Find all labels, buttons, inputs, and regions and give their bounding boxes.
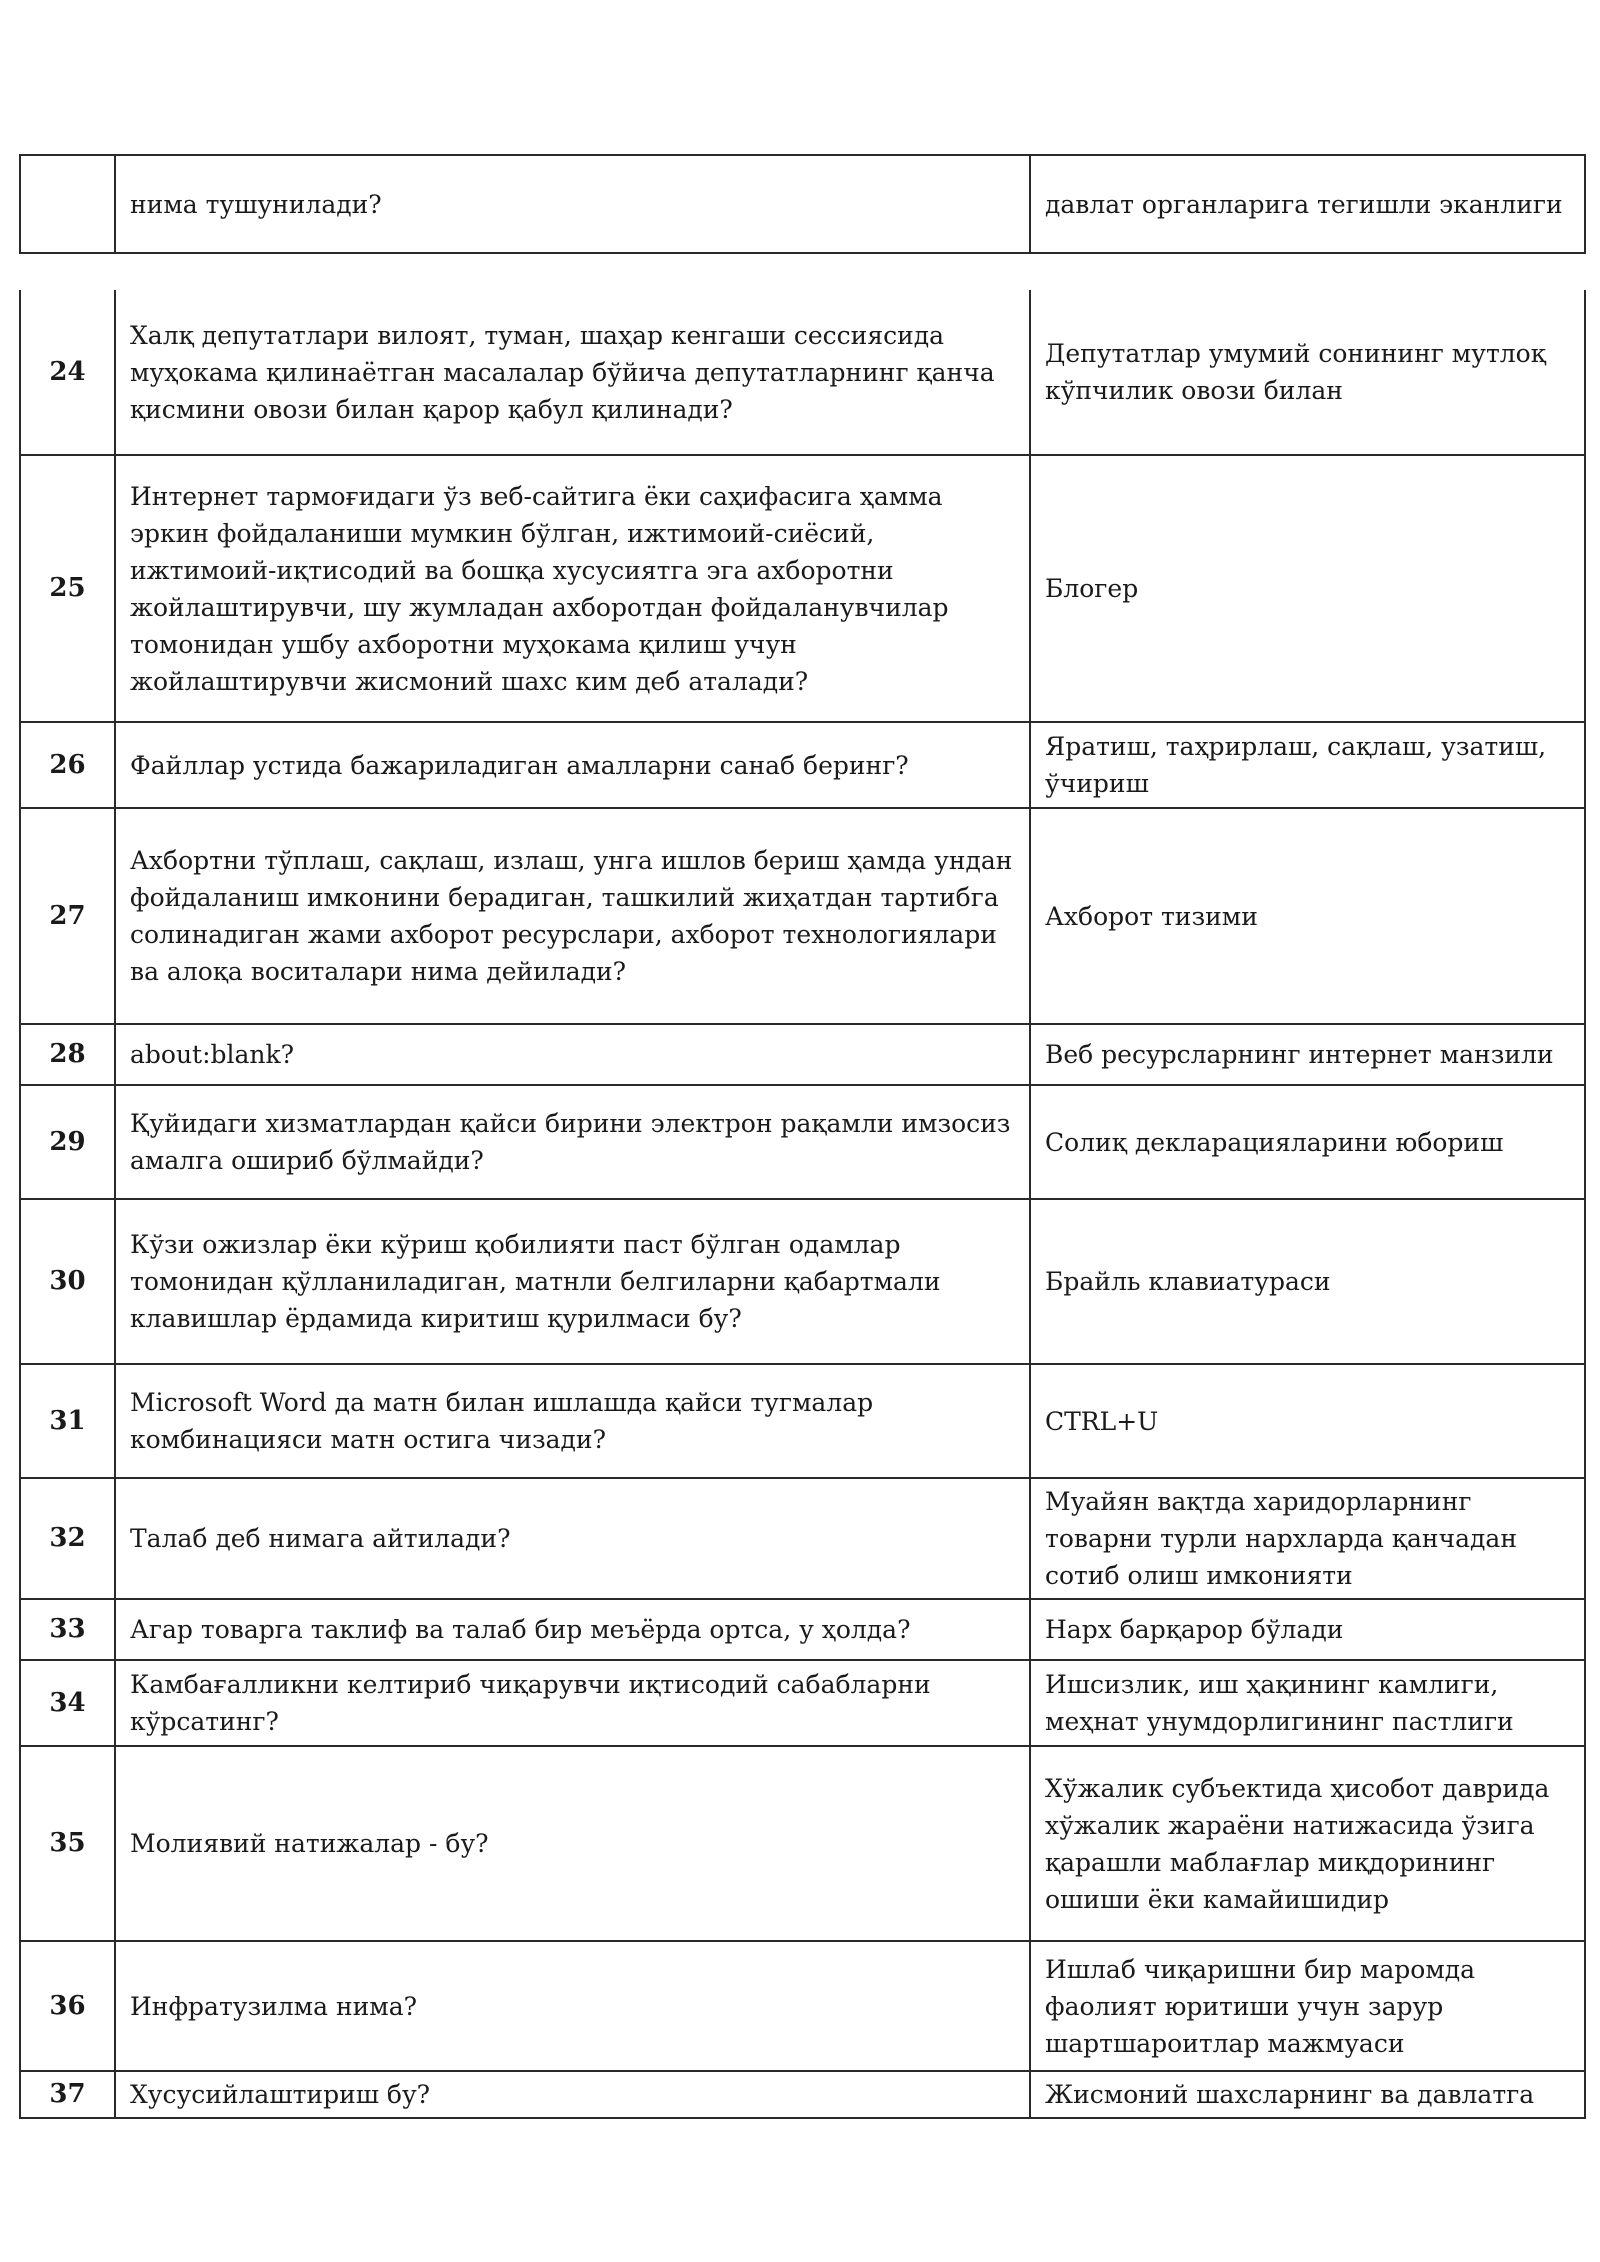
table-row: [20, 722, 1585, 808]
answer-cell: Жисмоний шахсларнинг ва давлатга: [1030, 2071, 1585, 2118]
row-number: 37: [20, 2071, 115, 2118]
row-number: 29: [20, 1085, 115, 1199]
question-cell: Халқ депутатлари вилоят, туман, шаҳар кенгаши сессиясида муҳокама қилинаётган масалалар бўйича депутатларнинг қанча қисмини овози билан қарор қабул қилинади?: [115, 290, 1030, 455]
question-cell: Агар товарга таклиф ва талаб бир меъёрда ортса, у ҳолда?: [115, 1599, 1030, 1660]
table-row: [20, 1024, 1585, 1085]
answer-cell: Нарх барқарор бўлади: [1030, 1599, 1585, 1660]
table-row: [20, 1478, 1585, 1599]
answer-cell: Веб ресурсларнинг интернет манзили: [1030, 1024, 1585, 1085]
question-cell: Кўзи ожизлар ёки кўриш қобилияти паст бўлган одамлар томонидан қўлланиладиган, матнли белгиларни қабартмали клавишлар ёрдамида киритиш қурилмаси бу?: [115, 1199, 1030, 1364]
row-number: 34: [20, 1660, 115, 1746]
question-cell: Инфратузилма нима?: [115, 1941, 1030, 2071]
row-number: 32: [20, 1478, 115, 1599]
answer-cell: Ахборот тизими: [1030, 808, 1585, 1024]
question-cell: Хусусийлаштириш бу?: [115, 2071, 1030, 2118]
answer-cell: Солиқ декларацияларини юбориш: [1030, 1085, 1585, 1199]
row-number: 24: [20, 290, 115, 455]
question-cell: Интернет тармоғидаги ўз веб-сайтига ёки саҳифасига ҳамма эркин фойдаланиши мумкин бўлган, ижтимоий-сиёсий, ижтимоий-иқтисодий ва бошқа хусусиятга эга ахборотни жойлаштирувчи, шу жумладан ахборотдан фойдаланувчилар томонидан ушбу ахборотни муҳокама қилиш учун жойлаштирувчи жисмоний шахс ким деб аталади?: [115, 455, 1030, 722]
row-number: 35: [20, 1746, 115, 1941]
table-row: [20, 1941, 1585, 2071]
question-cell: Файллар устида бажариладиган амалларни санаб беринг?: [115, 722, 1030, 808]
question-cell: нима тушунилади?: [115, 155, 1030, 253]
row-number: 27: [20, 808, 115, 1024]
answer-cell: давлат органларига тегишли эканлиги: [1030, 155, 1585, 253]
table-row: [20, 155, 1585, 253]
table-row: [20, 455, 1585, 722]
question-cell: Талаб деб нимага айтилади?: [115, 1478, 1030, 1599]
answer-cell: Блогер: [1030, 455, 1585, 722]
questions-table: [19, 290, 1586, 2119]
row-number: 33: [20, 1599, 115, 1660]
row-number: 31: [20, 1364, 115, 1478]
row-number: 28: [20, 1024, 115, 1085]
table-row: [20, 1085, 1585, 1199]
answer-cell: Ишлаб чиқаришни бир маромда фаолият юритиши учун зарур шартшароитлар мажмуаси: [1030, 1941, 1585, 2071]
table-row: [20, 1746, 1585, 1941]
question-cell: Қуйидаги хизматлардан қайси бирини электрон рақамли имзосиз амалга ошириб бўлмайди?: [115, 1085, 1030, 1199]
question-cell: Камбағалликни келтириб чиқарувчи иқтисодий сабабларни кўрсатинг?: [115, 1660, 1030, 1746]
question-cell: about:blank?: [115, 1024, 1030, 1085]
question-cell: Ахбортни тўплаш, сақлаш, излаш, унга ишлов бериш ҳамда ундан фойдаланиш имконини берадиган, ташкилий жиҳатдан тартибга солинадиган жами ахборот ресурслари, ахборот технологиялари ва алоқа воситалари нима дейилади?: [115, 808, 1030, 1024]
table-row: [20, 2071, 1585, 2118]
table-row: [20, 290, 1585, 455]
row-number: 30: [20, 1199, 115, 1364]
answer-cell: Муайян вақтда харидорларнинг товарни турли нархларда қанчадан сотиб олиш имконияти: [1030, 1478, 1585, 1599]
table-row: [20, 1199, 1585, 1364]
row-number: 25: [20, 455, 115, 722]
table-row: [20, 808, 1585, 1024]
answer-cell: Брайль клавиатураси: [1030, 1199, 1585, 1364]
question-cell: Microsoft Word да матн билан ишлашда қайси тугмалар комбинацияси матн остига чизади?: [115, 1364, 1030, 1478]
answer-cell: Ишсизлик, иш ҳақининг камлиги, меҳнат унумдорлигининг пастлиги: [1030, 1660, 1585, 1746]
top-fragment-table: [19, 154, 1586, 254]
row-number: [20, 155, 115, 253]
answer-cell: CTRL+U: [1030, 1364, 1585, 1478]
table-row: [20, 1599, 1585, 1660]
row-number: 36: [20, 1941, 115, 2071]
table-row: [20, 1364, 1585, 1478]
row-number: 26: [20, 722, 115, 808]
table-row: [20, 1660, 1585, 1746]
question-cell: Молиявий натижалар - бу?: [115, 1746, 1030, 1941]
answer-cell: Яратиш, таҳрирлаш, сақлаш, узатиш, ўчириш: [1030, 722, 1585, 808]
answer-cell: Хўжалик субъектида ҳисобот даврида хўжалик жараёни натижасида ўзига қарашли маблағлар миқдорининг ошиши ёки камайишидир: [1030, 1746, 1585, 1941]
answer-cell: Депутатлар умумий сонининг мутлоқ кўпчилик овози билан: [1030, 290, 1585, 455]
